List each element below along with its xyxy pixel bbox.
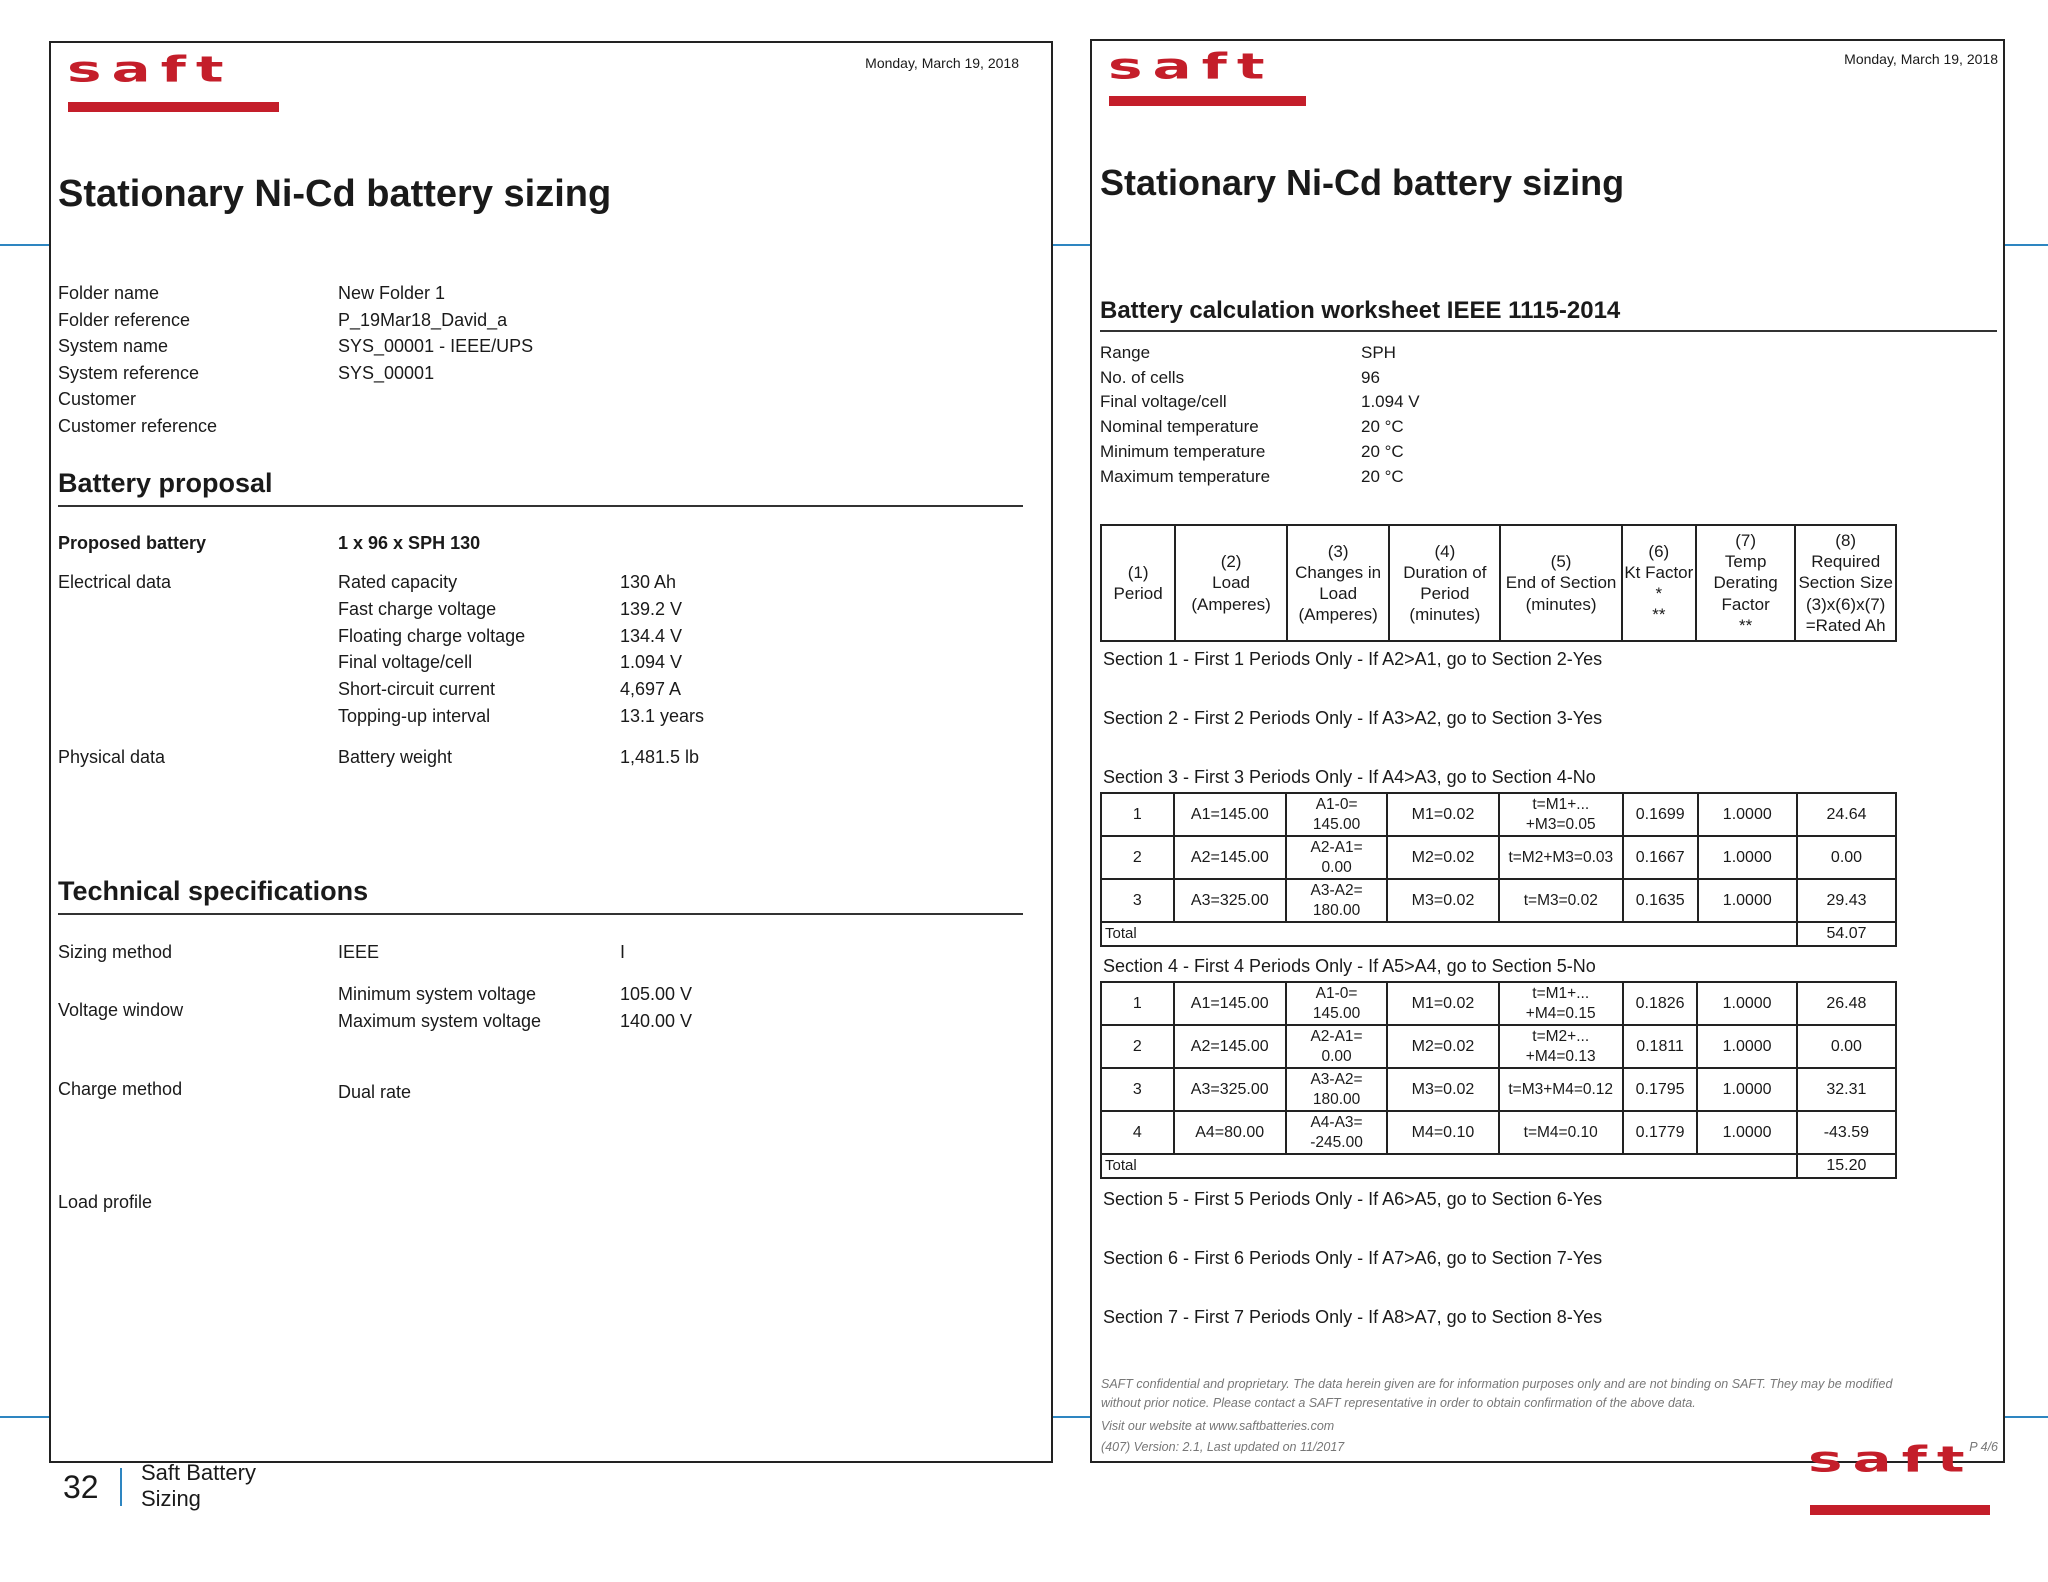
electrical-item-label: Fast charge voltage [338,598,497,619]
table-cell: 1 [1101,793,1174,836]
cell-line: +M3=0.05 [1525,815,1596,833]
worksheet-heading: Battery calculation worksheet IEEE 1115-2014 [1100,297,1621,324]
header-line: (Amperes) [1191,594,1271,614]
table-cell: A2=145.00 [1174,836,1286,879]
battery-weight-value: 1,481.5 lb [620,747,700,767]
table-cell: 4 [1101,1111,1174,1154]
header-line: Period [1113,584,1163,603]
param-value: 96 [1361,367,1380,387]
table-cell: 1.0000 [1697,982,1796,1025]
table-cell: 0.1795 [1623,1068,1698,1111]
table-cell: 24.64 [1797,793,1896,836]
table-cell: M1=0.02 [1387,982,1498,1025]
cell-line: t=M1+... [1532,796,1590,814]
table-cell: A2=145.00 [1174,1025,1286,1068]
header-cell-7 [1696,525,1795,641]
saft-logo-bar [1810,1505,1990,1515]
disclaimer-line-1: SAFT confidential and proprietary. The data herein given are for information purposes only and are not binding on SAFT. They may be modified [1101,1377,1893,1391]
total-label: Total [1101,922,1797,946]
cell-line: A4-A3= [1310,1114,1363,1132]
book-title-line-1: Saft Battery [141,1460,256,1485]
cell-line: A1-0= [1315,796,1358,814]
table-cell: M3=0.02 [1387,1068,1498,1111]
table-cell [1499,793,1623,836]
total-value: 54.07 [1797,922,1896,946]
header-line: (8) [1835,530,1857,550]
section-4-text: Section 4 - First 4 Periods Only - If A5>A4, go to Section 5-No [1103,956,1596,976]
table-cell: M1=0.02 [1387,793,1499,836]
saft-logo: saft [1108,44,1275,88]
version-text: (407) Version: 2.1, Last updated on 11/2017 [1101,1440,1345,1454]
charge-method-label: Charge method [58,1079,183,1099]
header-cell-2 [1175,525,1287,641]
header-line: (1) [1127,562,1149,582]
total-value: 15.20 [1797,1154,1896,1178]
table-cell: -43.59 [1797,1111,1896,1154]
book-page-number: 32 [63,1469,99,1505]
header-cell-5 [1500,525,1621,641]
min-voltage-value: 105.00 V [620,984,693,1004]
table-cell [1286,879,1387,922]
table-cell: 0.1779 [1623,1111,1698,1154]
table-cell: A1=145.00 [1174,982,1286,1025]
table-cell [1286,836,1387,879]
header-line: Load [1319,584,1358,603]
param-value: SPH [1361,343,1396,362]
info-label: System reference [58,362,200,383]
table-cell [1286,1025,1387,1068]
section-6-text: Section 6 - First 6 Periods Only - If A7>A6, go to Section 7-Yes [1103,1248,1603,1268]
header-line: * [1655,584,1663,603]
section-3-text: Section 3 - First 3 Periods Only - If A4>A3, go to Section 4-No [1103,767,1596,787]
cell-line: 145.00 [1312,1004,1361,1022]
table-cell: M3=0.02 [1387,879,1499,922]
technical-specifications-heading: Technical specifications [58,876,369,906]
header-line: (2) [1220,552,1242,572]
header-line: End of Section [1505,573,1617,593]
header-line: (Amperes) [1298,605,1378,625]
table-cell [1499,1068,1623,1111]
section-7-text: Section 7 - First 7 Periods Only - If A8>A7, go to Section 8-Yes [1103,1307,1603,1327]
table-row [1101,879,1896,922]
cell-line: A3-A2= [1310,882,1363,900]
cell-line: A3-A2= [1310,1071,1363,1089]
page-title: Stationary Ni-Cd battery sizing [58,173,612,215]
section-4-table [1100,981,1897,1179]
max-voltage-label: Maximum system voltage [338,1011,542,1031]
electrical-item-value: 130 Ah [620,572,677,592]
divider [58,505,1023,507]
accent-line [1051,244,1091,246]
param-label: No. of cells [1100,367,1185,387]
voltage-window-label: Voltage window [58,1000,184,1020]
param-value: 20 °C [1361,466,1404,486]
header-line: Derating [1713,573,1778,593]
header-line: (5) [1550,552,1572,572]
proposed-battery-value: 1 x 96 x SPH 130 [338,533,481,553]
cell-line: -245.00 [1310,1133,1363,1151]
table-cell: M2=0.02 [1387,1025,1498,1068]
divider [58,913,1023,915]
electrical-item-label: Rated capacity [338,572,458,592]
website-text: Visit our website at www.saftbatteries.com [1101,1419,1335,1433]
electrical-item-value: 139.2 V [620,598,683,619]
info-value: New Folder 1 [338,283,446,303]
cell-line: t=M3+M4=0.12 [1508,1080,1614,1098]
info-label: System name [58,336,169,357]
param-value: 20 °C [1361,441,1404,461]
table-cell: 1.0000 [1697,1025,1796,1068]
table-cell: 3 [1101,1068,1174,1111]
header-line: (3)x(6)x(7) [1806,594,1886,614]
table-cell: 2 [1101,1025,1174,1068]
table-cell [1499,1025,1623,1068]
header-cell-3 [1287,525,1389,641]
section-1-text: Section 1 - First 1 Periods Only - If A2>A1, go to Section 2-Yes [1103,649,1603,669]
header-line: Temp [1724,552,1767,572]
right-page [1090,39,2005,1463]
electrical-item-value: 134.4 V [620,625,683,646]
table-cell: 32.31 [1797,1068,1896,1111]
table-cell [1286,1068,1387,1111]
table-cell: 0.00 [1797,836,1896,879]
header-line: (3) [1327,541,1349,561]
accent-line [2003,1416,2048,1418]
table-cell [1286,982,1387,1025]
report-date: Monday, March 19, 2018 [1844,51,1998,67]
table-cell: 29.43 [1797,879,1896,922]
electrical-item-value: 1.094 V [620,652,683,673]
disclaimer-line-2: without prior notice. Please contact a SAFT representative in order to obtain confirmation of the above data. [1101,1396,1696,1410]
total-row [1101,922,1896,946]
table-cell: 1.0000 [1698,836,1797,879]
electrical-item-label: Floating charge voltage [338,625,526,646]
table-cell: 1.0000 [1697,1111,1796,1154]
table-row [1101,793,1896,836]
param-value: 20 °C [1361,417,1404,437]
table-cell: A1=145.00 [1174,793,1286,836]
total-label: Total [1101,1154,1797,1178]
table-cell: 0.00 [1797,1025,1896,1068]
accent-line [0,1416,50,1418]
header-line: Duration of [1403,562,1487,582]
info-label: Folder reference [58,309,191,330]
electrical-item-label: Topping-up interval [338,706,491,726]
sizing-method-label: Sizing method [58,942,173,962]
table-row [1101,982,1896,1025]
cell-line: t=M4=0.10 [1523,1123,1598,1141]
table-cell [1499,836,1623,879]
cell-line: A2-A1= [1310,1028,1363,1046]
cell-line: t=M2+... [1532,1028,1590,1046]
section-3-table [1100,792,1897,947]
table-row [1101,836,1896,879]
proposed-battery-label: Proposed battery [58,533,207,553]
header-cell-4 [1389,525,1500,641]
info-value: SYS_00001 [338,362,435,383]
saft-logo: saft [67,47,234,91]
table-cell: 1.0000 [1697,1068,1796,1111]
header-line: (minutes) [1525,594,1597,614]
table-cell [1499,982,1623,1025]
table-cell: A3=325.00 [1174,1068,1286,1111]
accent-line [2003,244,2048,246]
cell-line: t=M1+... [1532,985,1590,1003]
header-line: Required [1811,552,1881,572]
cell-line: A1-0= [1315,985,1358,1003]
table-row [1101,1025,1896,1068]
cell-line: 180.00 [1312,1090,1361,1108]
electrical-item-value: 13.1 years [620,706,705,726]
table-cell: M4=0.10 [1387,1111,1498,1154]
table-cell: 26.48 [1797,982,1896,1025]
header-line: (7) [1735,530,1757,550]
param-value: 1.094 V [1361,392,1420,412]
electrical-item-value: 4,697 A [620,679,682,700]
header-line: Factor [1721,594,1770,614]
total-row [1101,1154,1896,1178]
table-cell [1499,879,1623,922]
header-line: Load [1212,573,1250,593]
section-2-text: Section 2 - First 2 Periods Only - If A3>A2, go to Section 3-Yes [1103,708,1603,728]
table-cell: 0.1667 [1623,836,1698,879]
electrical-item-label: Short-circuit current [338,679,496,700]
page-title: Stationary Ni-Cd battery sizing [1100,162,1625,203]
param-label: Final voltage/cell [1100,392,1227,412]
header-line: (4) [1434,541,1456,561]
cell-line: t=M2+M3=0.03 [1508,848,1614,866]
table-cell: 0.1811 [1623,1025,1698,1068]
accent-line [0,244,50,246]
table-cell [1286,1111,1387,1154]
worksheet-header-table [1100,524,1897,642]
table-row [1101,1111,1896,1154]
section-5-text: Section 5 - First 5 Periods Only - If A6>A5, go to Section 6-Yes [1103,1189,1603,1209]
saft-logo: saft [1808,1437,1975,1481]
charge-method-value: Dual rate [338,1082,412,1102]
min-voltage-label: Minimum system voltage [338,984,537,1004]
divider [1100,330,1997,332]
header-line: Section Size [1798,573,1893,593]
table-cell: 0.1826 [1623,982,1698,1025]
battery-weight-label: Battery weight [338,747,453,767]
param-label: Range [1100,343,1151,362]
table-cell: A3=325.00 [1174,879,1286,922]
table-cell: M2=0.02 [1387,836,1499,879]
cell-line: +M4=0.15 [1525,1004,1596,1022]
book-title-line-2: Sizing [141,1486,201,1511]
param-label: Maximum temperature [1100,466,1271,486]
cell-line: +M4=0.13 [1525,1047,1596,1065]
table-cell: 1.0000 [1698,793,1797,836]
table-cell: 0.1699 [1623,793,1698,836]
page-indicator: P 4/6 [1969,1440,1998,1454]
table-cell: 0.1635 [1623,879,1698,922]
header-cell-1 [1101,525,1175,641]
header-cell-8 [1795,525,1896,641]
info-label: Customer [58,389,137,410]
header-line: (minutes) [1409,605,1481,625]
table-row [1101,1068,1896,1111]
header-line: =Rated Ah [1805,615,1886,635]
cell-line: 180.00 [1312,901,1361,919]
header-line: Kt Factor [1624,562,1694,582]
param-label: Minimum temperature [1100,441,1266,461]
cell-line: A2-A1= [1310,839,1363,857]
table-cell: 3 [1101,879,1174,922]
info-value: P_19Mar18_David_a [338,309,508,330]
electrical-data-label: Electrical data [58,572,172,592]
sizing-method-extra: I [620,942,626,962]
cell-line: t=M3=0.02 [1523,891,1598,909]
header-line: ** [1739,615,1753,635]
load-profile-label: Load profile [58,1192,153,1212]
info-label: Folder name [58,283,160,303]
table-cell: 1 [1101,982,1174,1025]
table-cell: 2 [1101,836,1174,879]
header-line: ** [1652,605,1666,625]
saft-logo-bar [68,102,279,112]
accent-line [1051,1416,1091,1418]
header-line: Changes in [1295,562,1382,582]
report-date: Monday, March 19, 2018 [865,55,1019,71]
sizing-method-value: IEEE [338,942,380,962]
left-page [49,41,1053,1463]
physical-data-label: Physical data [58,747,166,767]
footer-divider [120,1468,122,1506]
table-cell [1286,793,1387,836]
header-line: (6) [1648,541,1670,561]
cell-line: 0.00 [1321,1047,1352,1065]
saft-logo-bar [1109,96,1306,106]
electrical-item-label: Final voltage/cell [338,652,473,673]
cell-line: 145.00 [1312,815,1361,833]
table-cell: A4=80.00 [1174,1111,1286,1154]
max-voltage-value: 140.00 V [620,1011,693,1031]
battery-proposal-heading: Battery proposal [58,468,273,498]
param-label: Nominal temperature [1100,417,1259,437]
cell-line: 0.00 [1321,858,1352,876]
header-cell-6 [1622,525,1696,641]
info-label: Customer reference [58,416,218,436]
header-line: Period [1420,584,1470,603]
table-cell: 1.0000 [1698,879,1797,922]
table-cell [1499,1111,1623,1154]
info-value: SYS_00001 - IEEE/UPS [338,336,534,357]
